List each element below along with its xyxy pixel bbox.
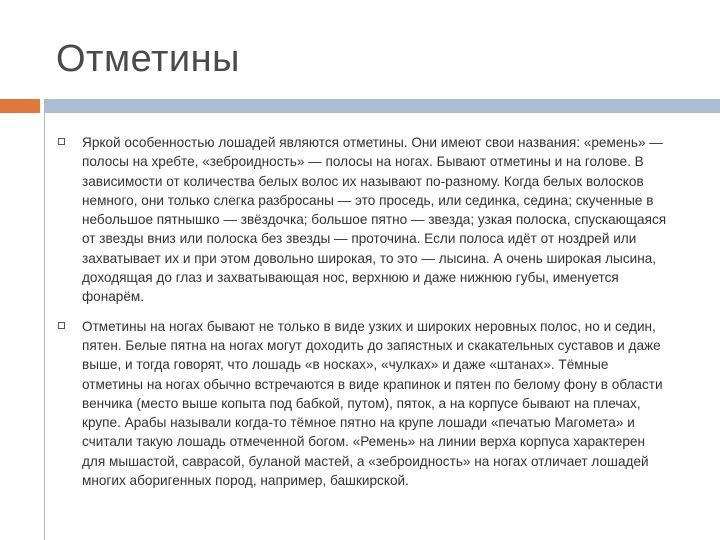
left-divider-line — [44, 113, 45, 540]
slide-title: Отметины — [56, 38, 240, 80]
title-rule — [44, 99, 720, 113]
square-bullet-icon — [58, 138, 65, 145]
bullet-text: Отметины на ногах бывают не только в виде узких и широких неровных полос, но и седин, пятен. Белые пятна на ногах могут доходить до запястных и скакательных суставов и даже выше, и тогда говорят, что лошадь «в носках», «чулках» и даже «штанах». Тёмные отметины на ногах обычно встречаются в виде крапинок и пятен по белому фону в области венчика (место выше копыта под бабкой, путом), пяток, а на корпусе бывают на плечах, крупе. Арабы называли когда-то тёмное пятно на крупе лошади «печатью Магомета» и считали такую лошадь отмеченной богом. «Ремень» на линии верха корпуса характерен для мышастой, саврасой, буланой мастей, а «зеброидность» на ногах отличает лошадей многих аборигенных пород, например, башкирской. — [82, 318, 663, 489]
slide-body — [58, 133, 670, 500]
bullet-item — [58, 133, 670, 307]
square-bullet-icon — [58, 322, 65, 329]
title-rule-accent — [0, 99, 40, 113]
bullet-text: Яркой особенностью лошадей являются отметины. Они имеют свои названия: «ремень» — полосы на хребте, «зеброидность» — полосы на ногах. Бывают отметины и на голове. В зависимости от количества белых волос их называют по-разному. Когда белых волосков немного, они только слегка разбросаны — это проседь, или сединка, седина; скученные в небольшое пятнышко — звёздочка; большое пятно — звезда; узкая полоска, спускающаяся от звезды вниз или полоска без звезды — проточина. Если полоса идёт от ноздрей или захватывает их и при этом довольно широкая, то это — лысина. А очень широкая лысина, доходящая до глаз и захватывающая нос, верхнюю и даже нижнюю губы, именуется фонарём. — [82, 135, 667, 305]
bullet-item — [58, 317, 670, 491]
